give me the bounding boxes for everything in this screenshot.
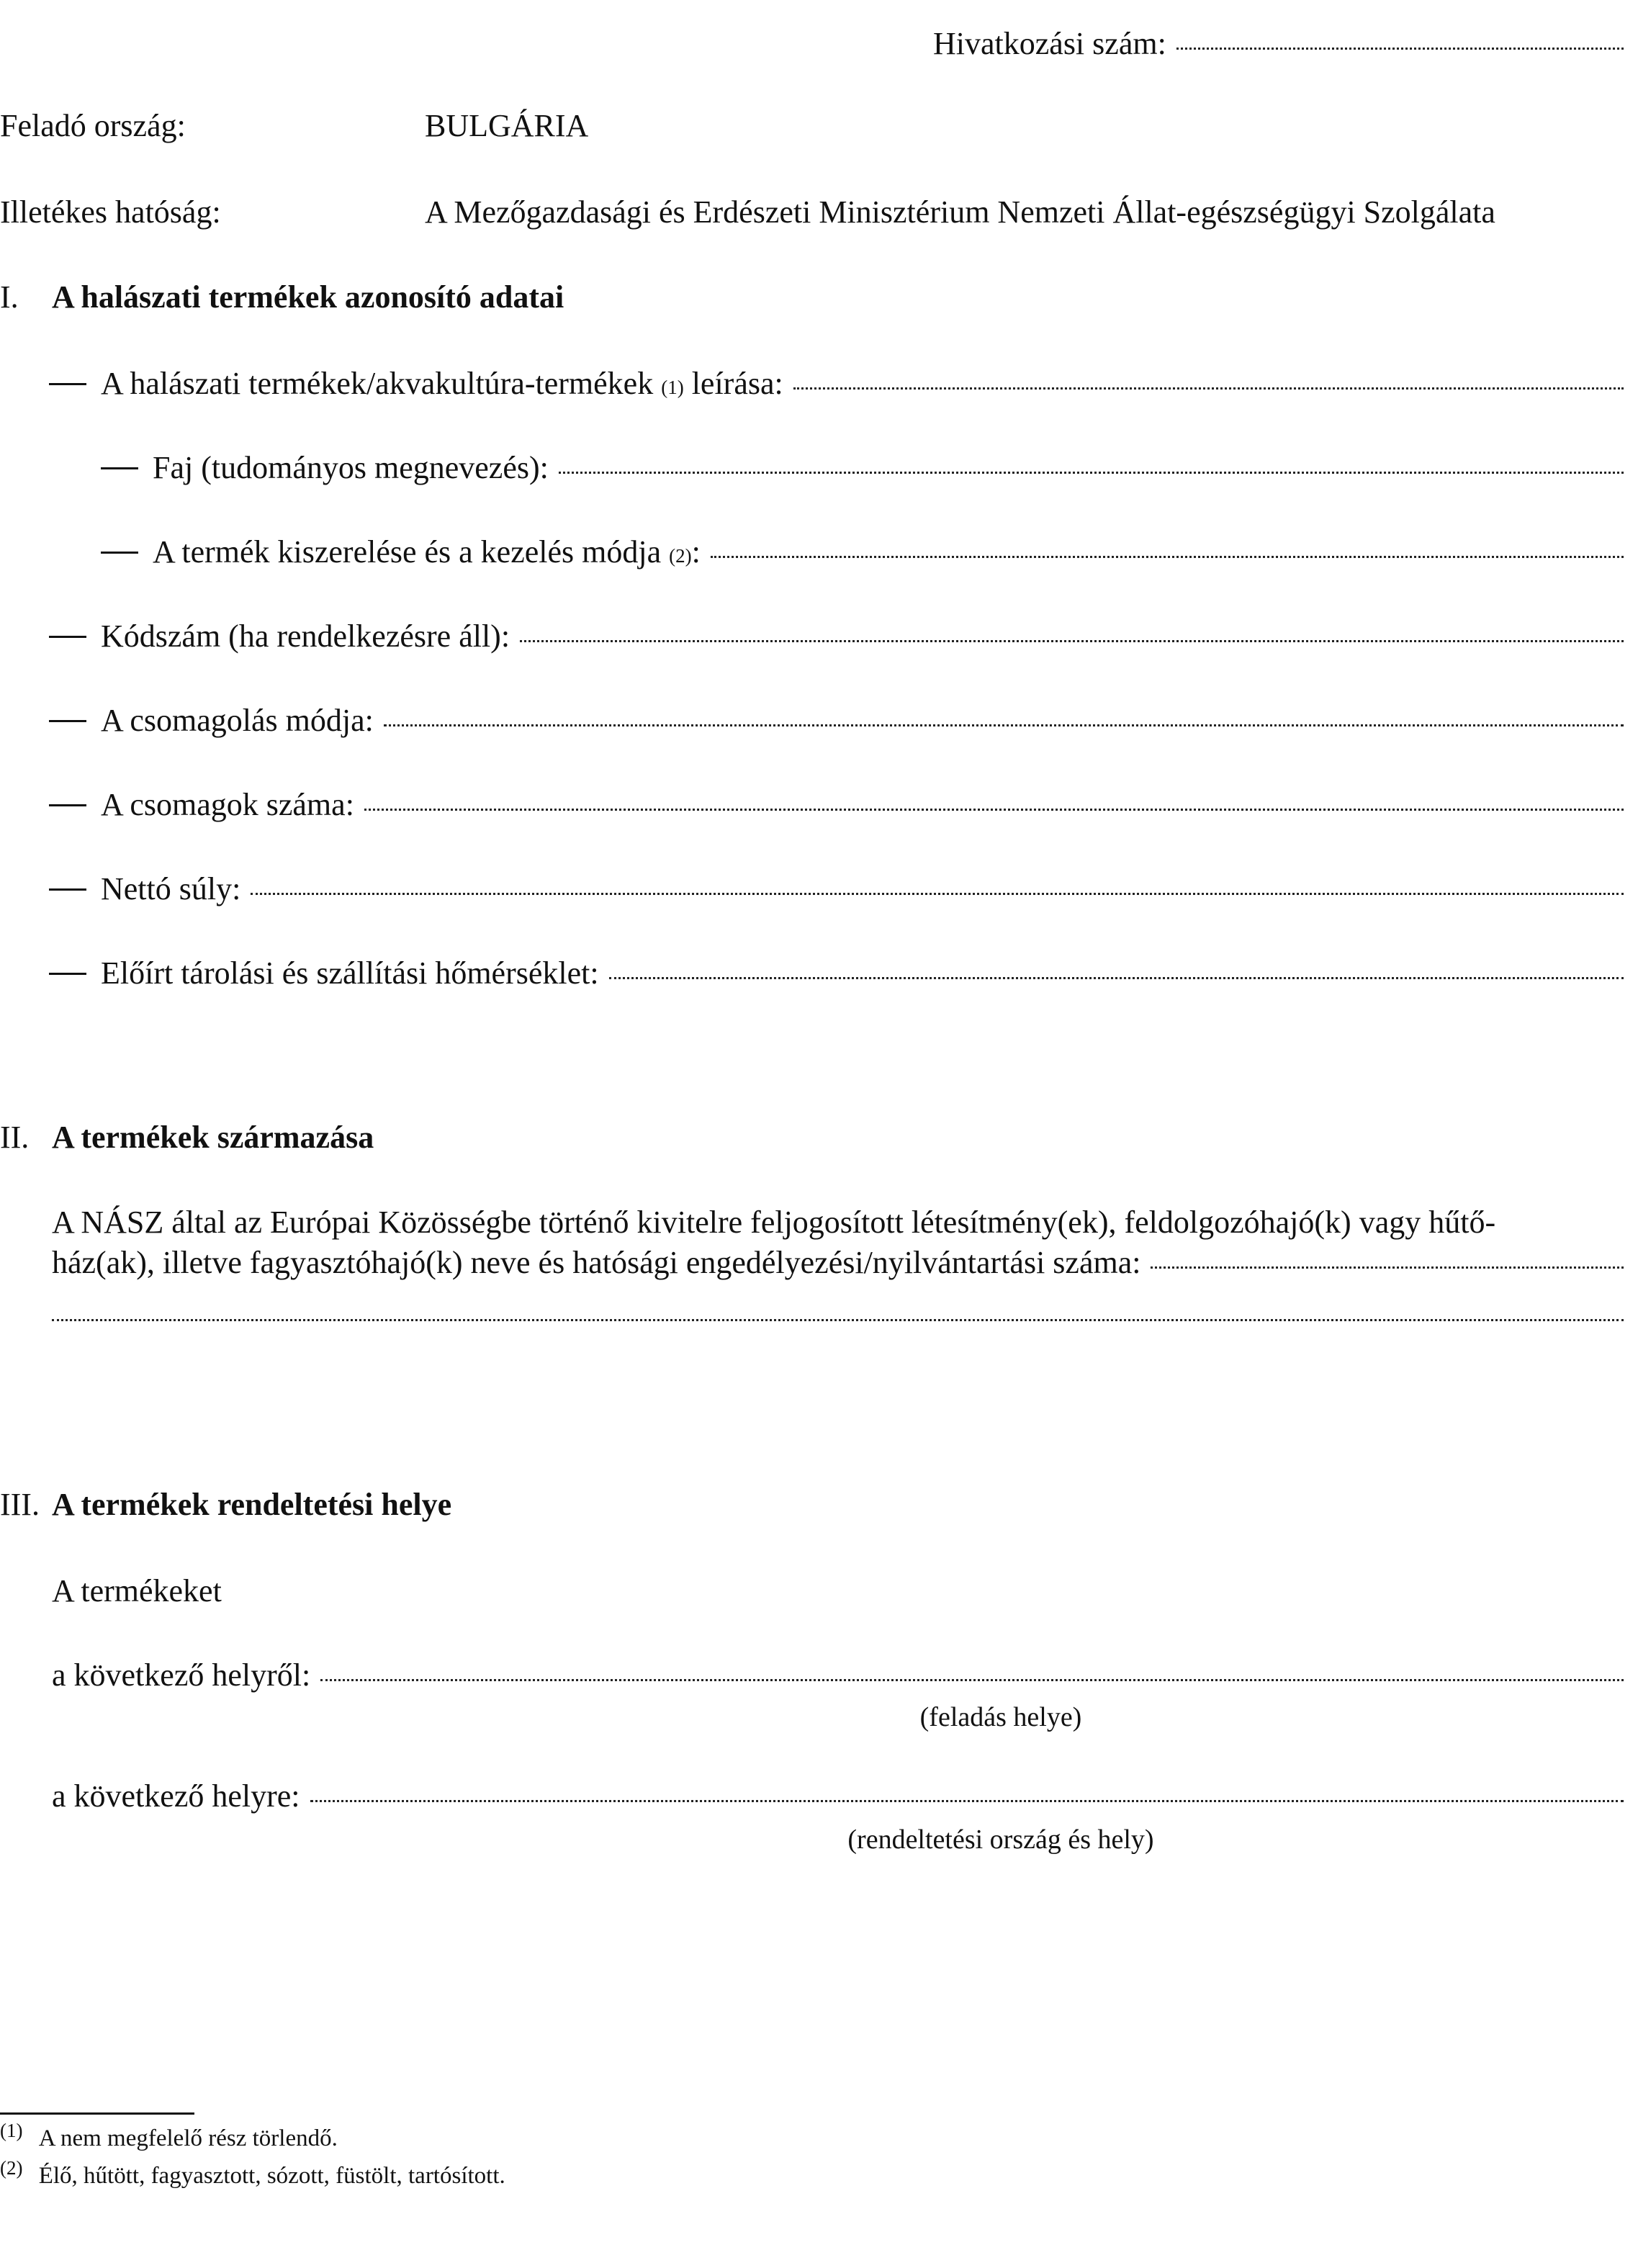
dash-icon	[49, 888, 86, 891]
origin-text-line-1: A NÁSZ által az Európai Közösségbe történő kivitelre feljogosított létesítmény(ek), feldolgozóhajó(k) vagy hűtő-	[52, 1205, 1496, 1240]
reference-number-row	[933, 26, 1624, 63]
packaging-row	[49, 703, 1624, 739]
origin-text-line-2: ház(ak), illetve fagyasztóhajó(k) neve és hatósági engedélyezési/nyilvántartási száma:	[52, 1245, 1141, 1280]
section-3-heading	[0, 1487, 452, 1524]
competent-authority-value: A Mezőgazdasági és Erdészeti Minisztérium Nemzeti Állat-egészségügyi Szolgálata	[425, 194, 1495, 230]
footnote-2-text: Élő, hűtött, fagyasztott, sózott, füstölt, tartósított.	[38, 2163, 505, 2189]
presentation-field[interactable]	[711, 556, 1624, 558]
code-label: Kódszám (ha rendelkezésre áll):	[101, 618, 510, 654]
presentation-tail: :	[691, 534, 701, 570]
section-1-heading	[0, 279, 564, 316]
section-2-heading	[0, 1120, 374, 1156]
temperature-row	[49, 955, 1624, 992]
species-label: Faj (tudományos megnevezés):	[153, 450, 549, 485]
reference-number-label: Hivatkozási szám:	[933, 26, 1166, 61]
origin-field[interactable]	[1151, 1266, 1624, 1269]
dash-icon	[49, 973, 86, 975]
code-field[interactable]	[520, 640, 1624, 642]
packaging-label: A csomagolás módja:	[101, 703, 374, 738]
net-weight-label: Nettó súly:	[101, 871, 241, 906]
sender-country-label: Feladó ország:	[0, 108, 186, 143]
packages-label: A csomagok száma:	[101, 787, 354, 822]
section-2-title: A termékek származása	[52, 1120, 374, 1155]
product-description-label: A halászati termékek/akvakultúra-termékek	[101, 366, 654, 401]
destination-place-label: a következő helyre:	[52, 1778, 300, 1814]
code-row	[49, 618, 1624, 655]
reference-number-field[interactable]	[1176, 48, 1624, 50]
product-description-tail: leírása:	[691, 366, 783, 401]
origin-extra-row	[52, 1323, 1624, 1326]
dispatch-place-label: a következő helyről:	[52, 1657, 311, 1693]
presentation-row: A termék kiszerelése és a kezelés módja (2) :	[101, 534, 1624, 571]
dispatch-place-row	[52, 1657, 1624, 1694]
temperature-field[interactable]	[609, 977, 1624, 979]
dash-icon	[49, 636, 86, 638]
section-3-title: A termékek rendeltetési helye	[52, 1487, 452, 1522]
competent-authority-label: Illetékes hatóság:	[0, 194, 221, 230]
packages-field[interactable]	[364, 809, 1624, 811]
destination-place-caption: (rendeltetési ország és hely)	[847, 1824, 1154, 1855]
destination-place-row	[52, 1778, 1624, 1815]
species-field[interactable]	[559, 472, 1624, 474]
dash-icon	[49, 720, 86, 722]
product-description-field[interactable]	[793, 387, 1624, 390]
destination-place-field[interactable]	[310, 1800, 1624, 1802]
sender-country-value: BULGÁRIA	[425, 108, 589, 143]
section-3-number: III.	[0, 1487, 40, 1522]
packages-row	[49, 787, 1624, 824]
temperature-label: Előírt tárolási és szállítási hőmérséklet:	[101, 955, 599, 991]
section-1-title: A halászati termékek azonosító adatai	[52, 279, 564, 315]
footnote-separator	[0, 2112, 194, 2115]
footnote-1-text: A nem megfelelő rész törlendő.	[38, 2125, 338, 2151]
dash-icon	[49, 383, 86, 385]
species-row	[101, 450, 1624, 487]
footnote-1-ref: (1)	[0, 2120, 23, 2141]
section-1-number: I.	[0, 279, 19, 315]
dash-icon	[49, 804, 86, 806]
dash-icon	[101, 467, 138, 469]
origin-text-row-2	[52, 1245, 1624, 1282]
footnote-2-ref: (2)	[0, 2157, 23, 2179]
footnote-2	[0, 2157, 505, 2190]
origin-extra-field[interactable]	[52, 1319, 1624, 1321]
product-description-row: A halászati termékek/akvakultúra-termékek (1) leírása:	[49, 366, 1624, 402]
section-2-number: II.	[0, 1120, 30, 1155]
packaging-field[interactable]	[384, 724, 1624, 726]
net-weight-row	[49, 871, 1624, 908]
footnote-1	[0, 2120, 338, 2153]
dispatch-place-caption: (feladás helye)	[919, 1702, 1082, 1732]
dash-icon	[101, 552, 138, 554]
dispatch-place-field[interactable]	[320, 1679, 1624, 1681]
presentation-label: A termék kiszerelése és a kezelés módja	[153, 534, 662, 570]
net-weight-field[interactable]	[251, 893, 1624, 895]
destination-intro: A termékeket	[52, 1573, 222, 1608]
